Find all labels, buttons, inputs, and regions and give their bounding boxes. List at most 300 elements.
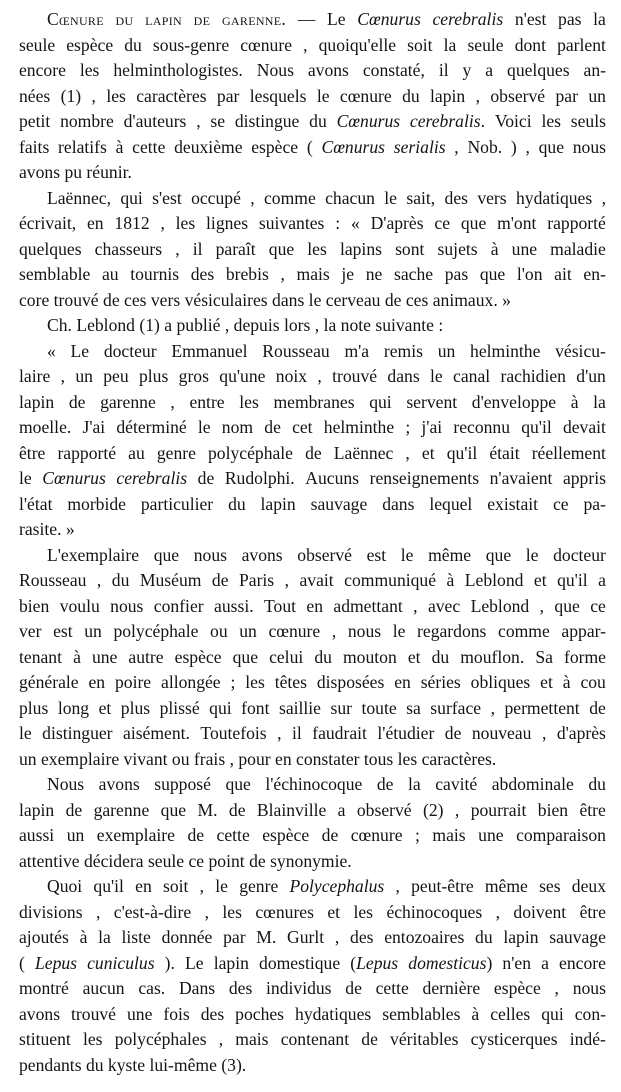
- text-segment: ,: [95, 901, 101, 922]
- word: [214, 594, 254, 620]
- text-segment: Le: [185, 952, 204, 973]
- paragraph: [19, 7, 606, 186]
- text-segment: comme: [263, 187, 316, 208]
- text-segment: Sa: [535, 646, 553, 667]
- text-segment: regardons: [417, 621, 487, 641]
- text-segment: maladie: [550, 238, 606, 259]
- word: [110, 594, 143, 620]
- word: [123, 721, 190, 747]
- text-segment: ,: [525, 136, 530, 157]
- text-segment: lignes: [206, 213, 249, 233]
- word: [19, 645, 62, 671]
- text-segment: ,: [317, 366, 322, 386]
- text-segment: ).: [164, 952, 175, 973]
- text-line: [19, 619, 606, 645]
- word: [96, 900, 100, 926]
- word: [588, 84, 606, 110]
- text-segment: que: [268, 238, 295, 259]
- text-segment: c'est-à-dire: [113, 901, 192, 922]
- text-segment: .: [480, 111, 486, 131]
- text-segment: Gurlt: [287, 927, 325, 947]
- text-segment: ce: [552, 493, 569, 514]
- text-segment: a: [337, 799, 346, 820]
- text-segment: au: [101, 264, 119, 284]
- word: [93, 874, 124, 900]
- word: [563, 415, 606, 441]
- text-segment: des: [190, 264, 215, 284]
- text-segment: ,: [405, 442, 410, 463]
- word: [512, 237, 537, 263]
- word: [262, 339, 329, 365]
- word: [321, 135, 385, 161]
- paragraph: [19, 543, 606, 773]
- word: [471, 594, 530, 620]
- text-segment: s'est: [152, 187, 182, 208]
- word: [128, 441, 145, 467]
- word: [410, 109, 485, 135]
- text-segment: du: [588, 774, 606, 794]
- text-segment: distinguer: [42, 723, 113, 743]
- text-segment: permettent: [504, 697, 580, 718]
- text-segment: ,: [250, 187, 255, 208]
- text-segment: Voici: [494, 111, 532, 131]
- text-segment: le: [400, 544, 414, 565]
- word: [179, 364, 209, 390]
- word: [515, 7, 547, 33]
- word: [160, 211, 164, 237]
- text-segment: que: [232, 646, 258, 667]
- text-segment: mais: [235, 1029, 269, 1049]
- word: [555, 339, 606, 365]
- text-segment: espèce: [493, 978, 541, 998]
- text-segment: ait: [554, 264, 572, 284]
- text-segment: qui: [541, 1003, 564, 1024]
- word: [194, 543, 227, 569]
- text-segment: forme: [563, 646, 606, 667]
- word: [463, 58, 472, 84]
- word: [163, 1002, 189, 1028]
- text-segment: un: [588, 85, 606, 106]
- word: [239, 390, 259, 416]
- text-segment: les: [82, 1029, 103, 1049]
- italic-text: cerebralis: [409, 111, 481, 131]
- text-segment: bien: [537, 799, 569, 820]
- text-segment: ses: [539, 876, 561, 896]
- word: [116, 466, 187, 492]
- text-line: [19, 135, 606, 161]
- text-segment: sa: [406, 697, 421, 718]
- text-segment: que: [460, 213, 487, 233]
- word: [239, 568, 274, 594]
- word: [513, 900, 566, 926]
- word: [422, 441, 435, 467]
- text-line: [19, 211, 606, 237]
- word: [113, 58, 243, 84]
- word: [384, 925, 464, 951]
- word: [584, 58, 606, 84]
- word: [132, 135, 165, 161]
- word: [430, 84, 465, 110]
- text-segment: ,: [204, 901, 209, 922]
- word: [67, 823, 85, 849]
- text-segment: rachidien: [500, 366, 566, 386]
- text-line: [19, 721, 606, 747]
- section-heading: lapin: [145, 9, 182, 29]
- word: [307, 135, 313, 161]
- italic-text: Lepus: [34, 952, 78, 973]
- text-segment: ): [486, 952, 493, 973]
- word: [498, 619, 550, 645]
- text-segment: distingue: [234, 111, 300, 131]
- text-segment: soit: [163, 876, 189, 896]
- text-segment: n'est: [514, 9, 547, 29]
- word: [19, 721, 32, 747]
- word: [191, 186, 241, 212]
- text-segment: chacun: [325, 187, 375, 208]
- text-segment: appris: [562, 468, 606, 488]
- text-segment: déterminé: [116, 417, 187, 437]
- word: [311, 492, 368, 518]
- word: [19, 976, 69, 1002]
- italic-text: serialis: [393, 136, 446, 157]
- word: [502, 951, 531, 977]
- word: [19, 33, 55, 59]
- text-segment: ,: [331, 621, 337, 641]
- word: [124, 33, 142, 59]
- text-segment: vésicu-: [555, 340, 606, 361]
- word: [561, 619, 606, 645]
- word: [338, 798, 346, 824]
- paragraph: [19, 874, 606, 1078]
- word: [135, 874, 152, 900]
- text-segment: la: [98, 927, 111, 947]
- text-segment: Ch. Leblond (1) a publié , depuis lors , la note suivante :: [47, 315, 444, 335]
- text-segment: en-: [583, 264, 606, 284]
- text-segment: que: [153, 544, 180, 565]
- text-segment: moelle.: [19, 417, 72, 437]
- text-segment: autre: [128, 646, 164, 667]
- text-segment: a: [485, 60, 494, 80]
- word: [367, 543, 387, 569]
- word: [200, 874, 204, 900]
- text-segment: qui: [369, 391, 392, 412]
- word: [239, 619, 257, 645]
- text-line: [19, 925, 606, 951]
- text-segment: ,: [170, 391, 175, 412]
- text-segment: hydatiques: [295, 1003, 372, 1024]
- word: [571, 390, 579, 416]
- text-segment: «: [350, 213, 360, 233]
- word: [66, 33, 113, 59]
- text-segment: Leblond: [464, 570, 524, 590]
- word: [445, 186, 468, 212]
- word: [334, 441, 394, 467]
- text-segment: Nous: [47, 774, 85, 794]
- text-segment: avons: [98, 774, 140, 794]
- word: [222, 7, 286, 33]
- text-segment: par: [216, 85, 240, 106]
- text-segment: à: [446, 570, 455, 590]
- text-segment: ,: [96, 570, 102, 590]
- text-segment: remis: [383, 340, 423, 361]
- word: [259, 211, 324, 237]
- text-segment: ,: [541, 723, 547, 743]
- text-segment: morbide: [67, 493, 126, 514]
- text-segment: lapin: [260, 493, 296, 514]
- word: [471, 1027, 558, 1053]
- text-segment: petit: [19, 111, 51, 131]
- word: [73, 645, 81, 671]
- text-segment: avec: [427, 595, 461, 616]
- paragraph: [19, 339, 606, 543]
- text-segment: de: [264, 417, 281, 437]
- text-segment: le: [197, 417, 211, 437]
- word: [454, 135, 458, 161]
- text-segment: cavité: [435, 774, 478, 794]
- word: [100, 390, 156, 416]
- text-segment: faits: [19, 136, 50, 157]
- word: [191, 262, 214, 288]
- word: [361, 1027, 378, 1053]
- text-line: [19, 288, 606, 314]
- word: [521, 415, 552, 441]
- word: [394, 670, 411, 696]
- word: [289, 874, 384, 900]
- word: [113, 619, 198, 645]
- text-segment: aussi.: [214, 595, 254, 616]
- word: [393, 619, 406, 645]
- word: [575, 1002, 606, 1028]
- word: [19, 390, 54, 416]
- word: [19, 237, 82, 263]
- text-line: [19, 415, 606, 441]
- word: [471, 670, 531, 696]
- word: [421, 670, 461, 696]
- text-segment: deuxième: [174, 136, 243, 157]
- word: [384, 186, 397, 212]
- word: [251, 135, 298, 161]
- body-text: [19, 7, 606, 1078]
- text-segment: ,: [175, 238, 180, 259]
- text-segment: et: [327, 901, 341, 922]
- text-segment: fois: [163, 1003, 190, 1024]
- text-segment: semblables: [382, 1003, 461, 1024]
- word: [102, 262, 119, 288]
- text-segment: ,: [475, 85, 480, 106]
- word: [273, 390, 354, 416]
- text-segment: ): [510, 136, 517, 157]
- section-heading: Cœnure: [47, 9, 104, 29]
- word: [53, 619, 73, 645]
- word: [554, 262, 572, 288]
- word: [348, 619, 381, 645]
- text-line: [19, 849, 606, 875]
- text-segment: constaté,: [362, 60, 425, 80]
- word: [554, 594, 579, 620]
- text-segment: paraît: [215, 238, 256, 259]
- text-line: [19, 339, 606, 365]
- word: [471, 1002, 479, 1028]
- text-segment: Rudolphi.: [224, 468, 295, 488]
- text-segment: qui: [120, 187, 143, 208]
- text-segment: il: [291, 723, 302, 743]
- text-segment: supposé: [154, 774, 211, 794]
- text-segment: nous: [193, 544, 227, 565]
- word: [598, 568, 606, 594]
- text-segment: de: [228, 799, 246, 820]
- word: [353, 900, 373, 926]
- word: [99, 772, 140, 798]
- text-segment: mais: [296, 264, 330, 284]
- text-segment: dans: [387, 366, 420, 386]
- text-line: [19, 441, 606, 467]
- word: [92, 645, 117, 671]
- text-segment: poire: [114, 672, 152, 692]
- text-segment: lapin: [19, 799, 55, 820]
- word: [534, 568, 547, 594]
- text-segment: sait,: [406, 187, 436, 208]
- word: [486, 543, 511, 569]
- text-segment: la: [407, 774, 421, 794]
- word: [255, 900, 314, 926]
- text-segment: pendants du kyste lui-même (3).: [19, 1054, 247, 1075]
- italic-text: cerebralis: [116, 468, 188, 488]
- word: [87, 211, 104, 237]
- word: [225, 772, 250, 798]
- word: [139, 364, 168, 390]
- word: [19, 1002, 60, 1028]
- word: [428, 543, 471, 569]
- text-segment: qu'il: [446, 442, 478, 463]
- word: [223, 925, 245, 951]
- text-segment: Aucuns: [305, 468, 360, 488]
- text-segment: occupé: [191, 187, 241, 208]
- word: [351, 211, 360, 237]
- text-segment: celles: [490, 1003, 531, 1024]
- text-segment: quelques: [507, 60, 570, 80]
- text-segment: d'enveloppe: [471, 391, 557, 412]
- text-line: [19, 237, 606, 263]
- word: [343, 645, 397, 671]
- text-segment: ,: [160, 213, 165, 233]
- word: [58, 135, 107, 161]
- text-segment: de: [321, 825, 339, 845]
- text-segment: Nob.: [467, 136, 503, 157]
- text-segment: l'état: [19, 493, 53, 514]
- word: [235, 1002, 284, 1028]
- text-segment: hydatiques: [515, 187, 593, 208]
- word: [121, 696, 150, 722]
- word: [285, 568, 289, 594]
- word: [112, 568, 130, 594]
- text-segment: d'auteurs: [123, 111, 187, 131]
- word: [262, 823, 309, 849]
- text-segment: échinocoques: [386, 901, 483, 922]
- word: [222, 900, 242, 926]
- word: [266, 976, 332, 1002]
- word: [547, 211, 606, 237]
- word: [525, 135, 529, 161]
- text-segment: seule: [467, 34, 504, 55]
- text-segment: une: [478, 825, 504, 845]
- text-segment: garenne: [100, 391, 156, 412]
- text-segment: observé: [297, 544, 352, 565]
- word: [384, 339, 423, 365]
- text-segment: et: [407, 646, 421, 667]
- word: [175, 645, 222, 671]
- word: [540, 670, 553, 696]
- text-segment: renseignements: [369, 468, 480, 488]
- text-segment: poches: [235, 1003, 285, 1024]
- text-segment: nous: [572, 978, 606, 998]
- word: [216, 237, 256, 263]
- text-segment: Le: [70, 340, 90, 361]
- text-segment: devait: [562, 417, 606, 437]
- text-segment: brebis: [225, 264, 269, 284]
- word: [57, 441, 116, 467]
- word: [114, 900, 191, 926]
- word: [212, 568, 229, 594]
- text-segment: font: [241, 697, 270, 718]
- text-segment: cœnure: [240, 34, 293, 55]
- text-segment: n'en: [502, 952, 531, 973]
- word: [487, 492, 538, 518]
- word: [432, 645, 450, 671]
- word: [19, 951, 25, 977]
- word: [305, 466, 359, 492]
- word: [154, 594, 204, 620]
- text-segment: genre: [239, 876, 279, 896]
- text-segment: pourrait: [470, 799, 527, 820]
- word: [19, 594, 49, 620]
- text-segment: nous: [572, 136, 606, 157]
- italic-text: Lepus: [356, 952, 399, 973]
- word: [541, 1002, 563, 1028]
- word: [390, 1027, 458, 1053]
- word: [314, 645, 332, 671]
- text-segment: il: [438, 60, 449, 80]
- text-segment: ,: [539, 595, 545, 616]
- text-line: [19, 696, 606, 722]
- text-segment: (: [350, 952, 357, 973]
- text-segment: sujets: [437, 238, 478, 259]
- text-line: [19, 390, 606, 416]
- text-segment: encore: [19, 60, 66, 80]
- word: [363, 58, 425, 84]
- word: [307, 237, 327, 263]
- text-segment: vers: [477, 187, 507, 208]
- word: [361, 696, 396, 722]
- word: [209, 696, 231, 722]
- word: [19, 823, 54, 849]
- word: [559, 951, 606, 977]
- word: [152, 186, 182, 212]
- text-segment: indé-: [569, 1029, 606, 1049]
- word: [500, 364, 565, 390]
- text-line: [19, 313, 606, 339]
- word: [394, 135, 446, 161]
- text-segment: 1812: [114, 213, 150, 233]
- text-segment: lapins: [339, 238, 382, 259]
- word: [106, 84, 126, 110]
- word: [542, 721, 546, 747]
- word: [19, 109, 50, 135]
- word: [583, 492, 605, 518]
- text-segment: domestique: [259, 952, 341, 973]
- word: [80, 925, 88, 951]
- word: [453, 415, 510, 441]
- word: [433, 7, 504, 33]
